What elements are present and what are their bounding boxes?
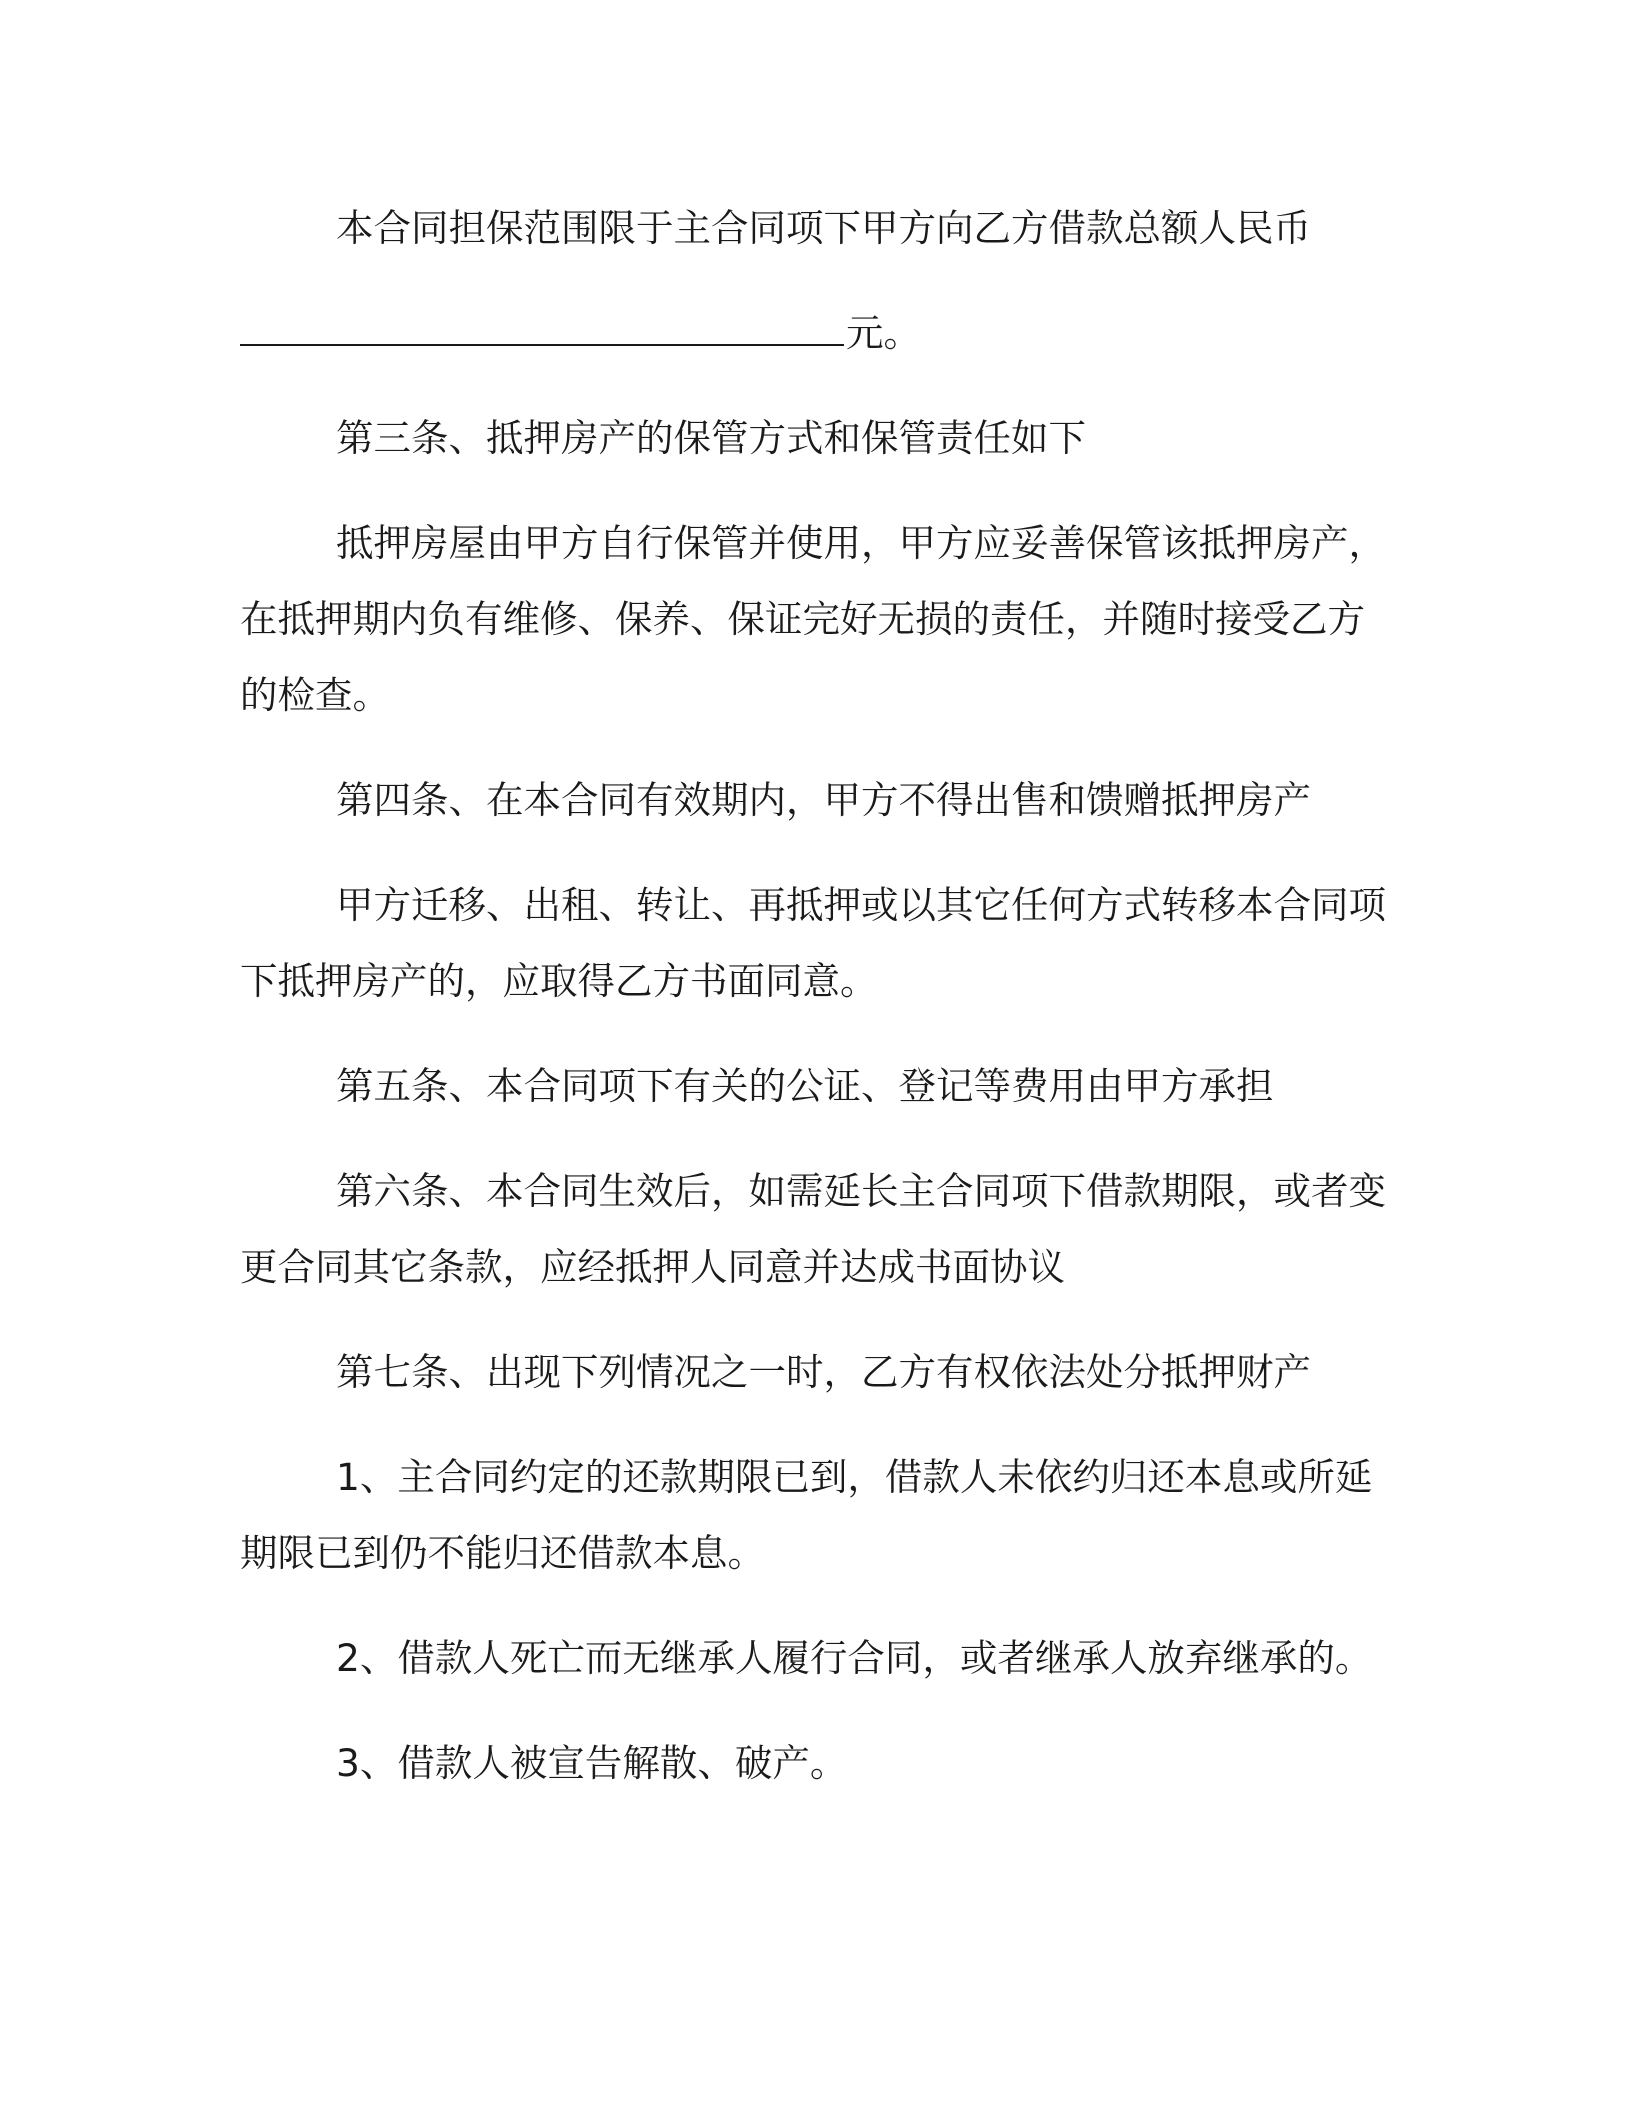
article-6-body: 第六条、本合同生效后，如需延长主合同项下借款期限，或者变更合同其它条款，应经抵押人同意并达成书面协议 (240, 1169, 1386, 1289)
document-body (240, 190, 1392, 1830)
article-7-item-3: 3、借款人被宣告解散、破产。 (336, 1741, 848, 1785)
article-7-heading: 第七条、出现下列情况之一时，乙方有权依法处分抵押财产 (336, 1350, 1311, 1394)
paragraph-amount-line (240, 295, 1392, 371)
article-7-item-1: 1、主合同约定的还款期限已到，借款人未依约归还本息或所延期限已到仍不能归还借款本息。 (240, 1455, 1373, 1575)
article-7-item-2: 2、借款人死亡而无继承人履行合同，或者继承人放弃继承的。 (336, 1636, 1373, 1680)
amount-blank-line (240, 304, 844, 346)
article-4-heading: 第四条、在本合同有效期内，甲方不得出售和馈赠抵押房产 (336, 778, 1311, 822)
paragraph-guarantee-scope: 本合同担保范围限于主合同项下甲方向乙方借款总额人民币 (336, 206, 1311, 250)
article-4-body: 甲方迁移、出租、转让、再抵押或以其它任何方式转移本合同项下抵押房产的，应取得乙方书面同意。 (240, 883, 1386, 1003)
article-3-body: 抵押房屋由甲方自行保管并使用，甲方应妥善保管该抵押房产，在抵押期内负有维修、保养、保证完好无损的责任，并随时接受乙方的检查。 (240, 521, 1386, 717)
article-5-heading: 第五条、本合同项下有关的公证、登记等费用由甲方承担 (336, 1064, 1274, 1108)
amount-unit: 元。 (846, 311, 921, 355)
article-3-heading: 第三条、抵押房产的保管方式和保管责任如下 (336, 416, 1086, 460)
